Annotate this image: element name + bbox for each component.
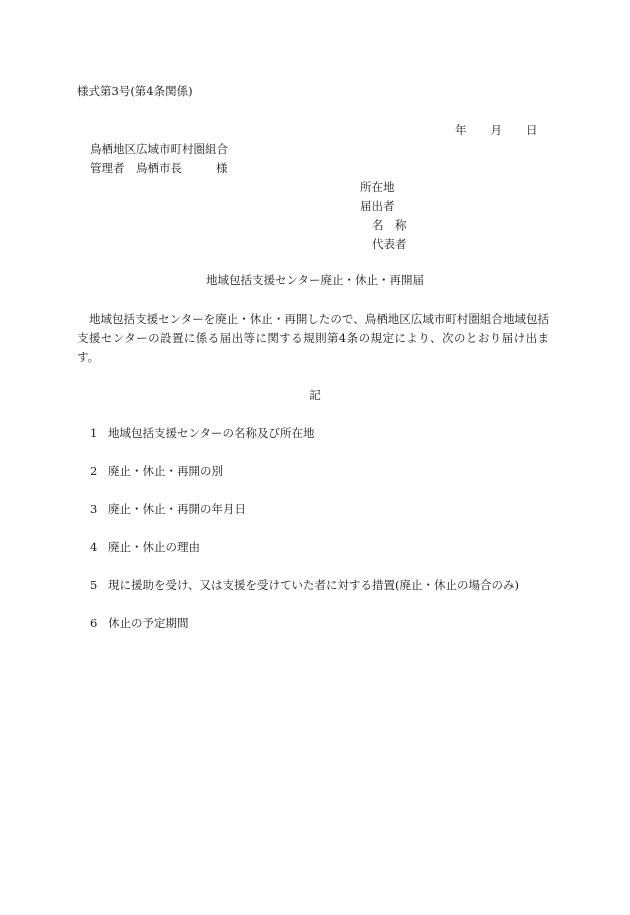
addressee-person xyxy=(90,160,228,176)
document-title: 地域包括支援センター廃止・休止・再開届 xyxy=(205,273,425,287)
date-month-label: 月 xyxy=(490,123,502,137)
item-number: 4 xyxy=(90,540,98,554)
list-item xyxy=(90,539,200,555)
item-number: 6 xyxy=(90,616,98,630)
list-item xyxy=(90,577,519,593)
body-paragraph: 地域包括支援センターを廃止・休止・再開したので、鳥栖地区広域市町村圏組合地域包括支援センターの設置に係る届出等に関する規則第4条の規定により、次のとおり届け出ます。 xyxy=(77,312,549,364)
list-item xyxy=(90,501,246,517)
applicant-name-label: 名 称 xyxy=(372,218,407,232)
manager-name: 鳥栖市長 xyxy=(136,161,182,175)
applicant-address-label: 所在地 xyxy=(360,180,395,194)
item-text: 休止の予定期間 xyxy=(108,616,189,630)
applicant-representative-label: 代表者 xyxy=(372,237,407,251)
list-item xyxy=(90,425,315,441)
addressee-organization: 鳥栖地区広域市町村圏組合 xyxy=(90,142,228,156)
item-text: 廃止・休止・再開の年月日 xyxy=(108,502,246,516)
applicant-notifier-label: 届出者 xyxy=(360,199,395,213)
date-line xyxy=(455,122,538,138)
item-number: 5 xyxy=(90,578,98,592)
item-number: 2 xyxy=(90,464,98,478)
manager-label: 管理者 xyxy=(90,161,125,175)
form-number: 様式第3号(第4条関係) xyxy=(77,84,193,98)
date-year-label: 年 xyxy=(455,123,467,137)
date-day-label: 日 xyxy=(526,123,538,137)
item-text: 廃止・休止の理由 xyxy=(108,540,200,554)
applicant-block xyxy=(360,179,407,255)
item-text: 現に援助を受け、又は支援を受けていた者に対する措置(廃止・休止の場合のみ) xyxy=(108,578,520,592)
item-number: 3 xyxy=(90,502,98,516)
item-text: 地域包括支援センターの名称及び所在地 xyxy=(108,426,315,440)
list-item xyxy=(90,615,189,631)
list-item xyxy=(90,463,223,479)
item-number: 1 xyxy=(90,426,98,440)
ki-heading: 記 xyxy=(309,388,321,402)
honorific: 様 xyxy=(216,161,228,175)
item-text: 廃止・休止・再開の別 xyxy=(108,464,223,478)
